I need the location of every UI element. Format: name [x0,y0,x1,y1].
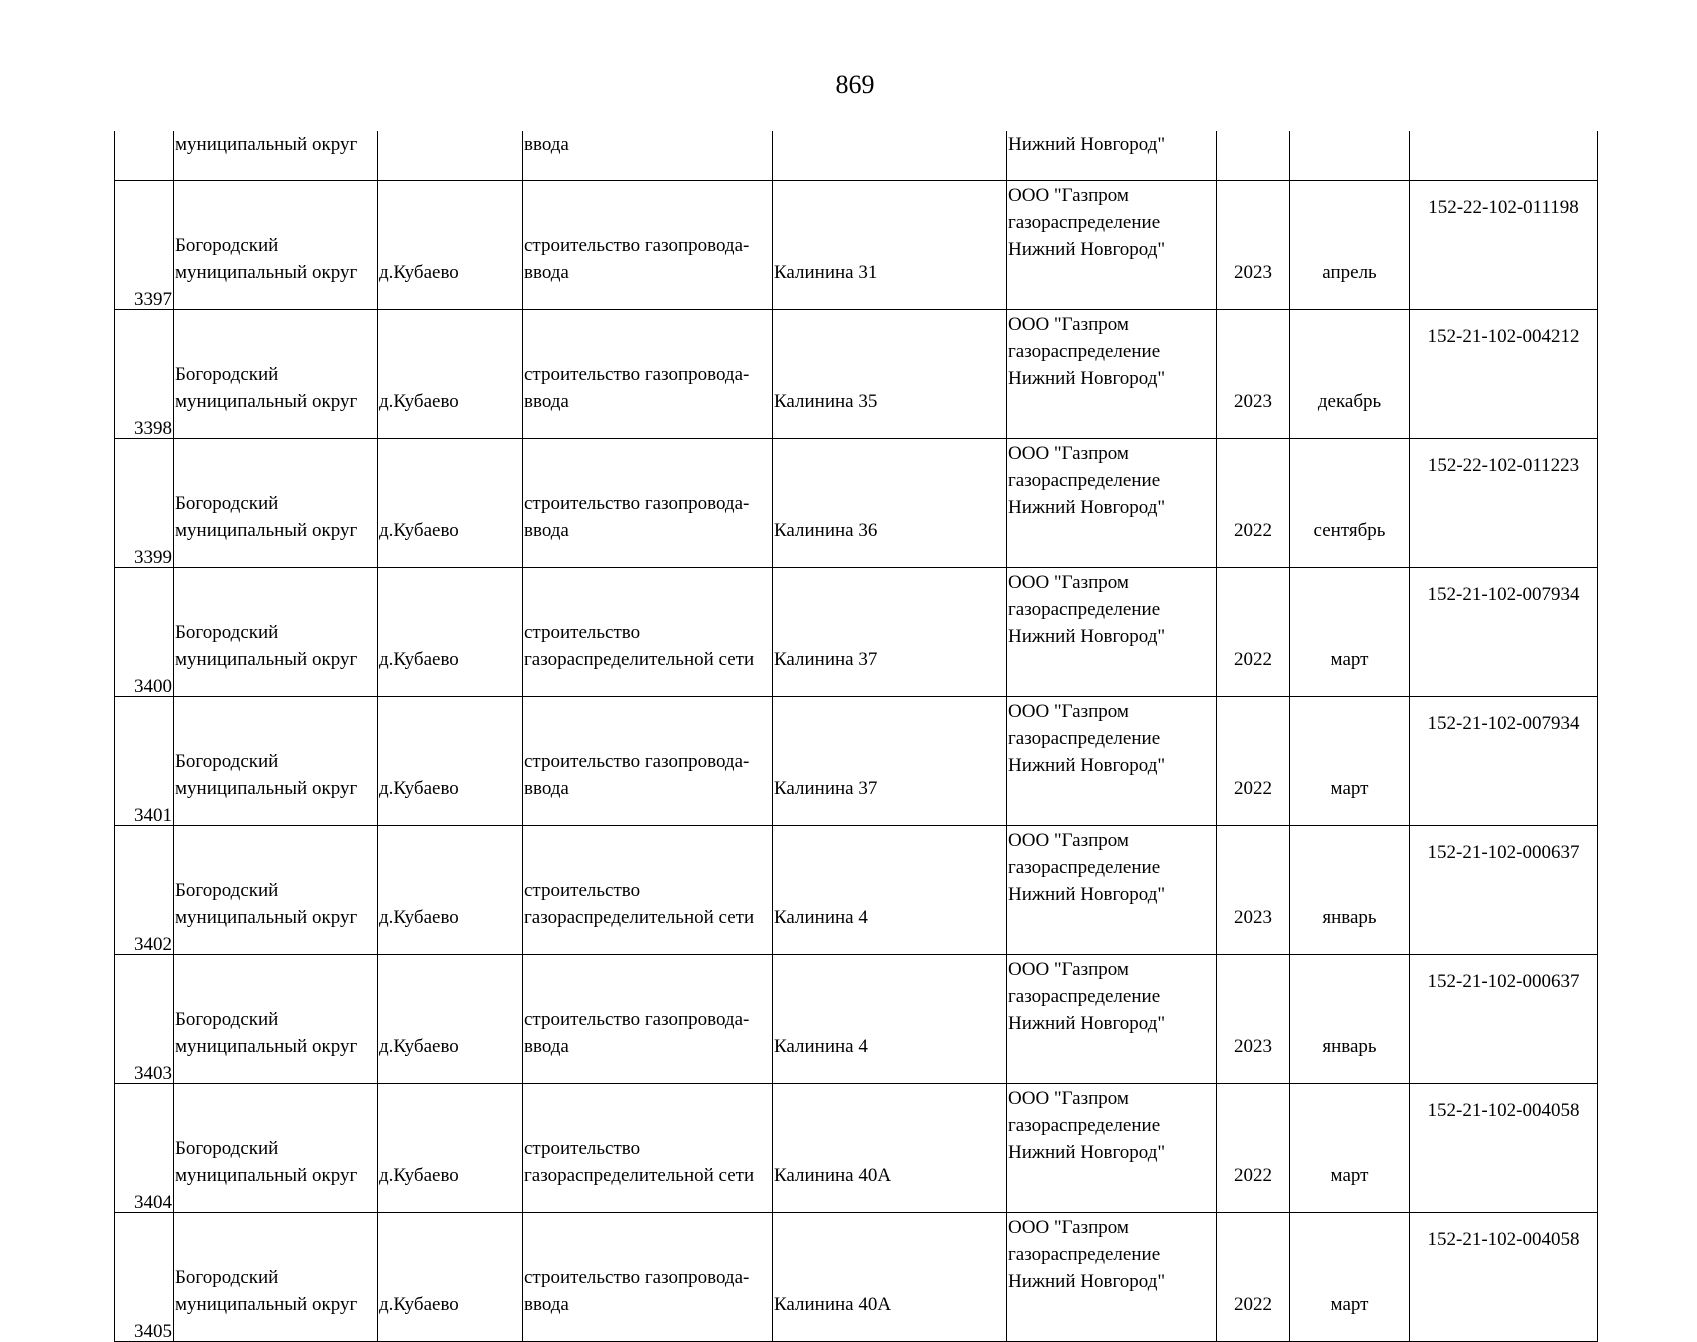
cell-month [1290,955,1410,1084]
cell-org: Нижний Новгород" [1007,131,1217,181]
row-number: 3397 [134,289,172,310]
address: Калинина 40А [774,1294,892,1315]
org-line: ООО "Газпром [1008,185,1129,206]
month: март [1330,1165,1369,1186]
cell-code [1410,697,1598,826]
month: декабрь [1317,391,1382,412]
address: Калинина 37 [774,649,878,670]
cell-org [1007,826,1217,955]
org-line: газораспределение [1008,728,1161,749]
work-line: строительство газопровода- [524,364,750,385]
cell-locality [378,955,523,1084]
address: Калинина 37 [774,778,878,799]
locality: д.Кубаево [379,1165,459,1186]
work-line: строительство газопровода- [524,493,750,514]
org-line: газораспределение [1008,341,1161,362]
cell-code [1410,310,1598,439]
month: сентябрь [1313,520,1386,541]
district-line: Богородский [175,364,279,385]
work-line: ввода [524,262,569,283]
cell-org [1007,568,1217,697]
locality: д.Кубаево [379,907,459,928]
cell-district [174,826,378,955]
row-number: 3403 [134,1063,172,1084]
cell-code [1410,826,1598,955]
table-row-continuation [115,131,1598,181]
month: апрель [1322,262,1377,283]
cell-district [174,1084,378,1213]
cell-org [1007,310,1217,439]
cell-month [1290,131,1410,181]
row-number: 3400 [134,676,172,697]
cell-code [1410,1213,1598,1342]
cell-locality [378,826,523,955]
registry-table [114,131,1598,1342]
cell-address [773,439,1007,568]
work-line: строительство газопровода- [524,1009,750,1030]
district-line: муниципальный округ [175,1294,358,1315]
year: 2022 [1234,649,1272,670]
cell-address [773,955,1007,1084]
year: 2022 [1234,778,1272,799]
cell-num [115,181,174,310]
code: 152-21-102-004058 [1427,1229,1580,1250]
cell-code [1410,439,1598,568]
cell-year [1217,310,1290,439]
org-line: ООО "Газпром [1008,572,1129,593]
work-line: строительство [524,1138,641,1159]
cell-code [1410,1084,1598,1213]
district-line: Богородский [175,751,279,772]
cell-work [523,826,773,955]
cell-year [1217,181,1290,310]
code: 152-21-102-000637 [1427,971,1580,992]
district-line: муниципальный округ [175,907,358,928]
cell-month [1290,1084,1410,1213]
cell-num [115,568,174,697]
cell-district [174,439,378,568]
cell-year [1217,955,1290,1084]
cell-work [523,1213,773,1342]
table-row [115,955,1598,1084]
table-row [115,1084,1598,1213]
cell-org [1007,1213,1217,1342]
cell-org [1007,439,1217,568]
org-line: ООО "Газпром [1008,959,1129,980]
org-line: Нижний Новгород" [1008,368,1166,389]
cell-year [1217,1084,1290,1213]
cell-work [523,697,773,826]
table-row [115,181,1598,310]
work-line: строительство [524,880,641,901]
org-line: ООО "Газпром [1008,1217,1129,1238]
year: 2023 [1234,907,1272,928]
cell-org [1007,181,1217,310]
org-line: Нижний Новгород" [1008,1013,1166,1034]
cell-address [773,697,1007,826]
work-line: строительство газопровода- [524,1267,750,1288]
year: 2023 [1234,391,1272,412]
table-row [115,697,1598,826]
district-line: Богородский [175,235,279,256]
cell-year [1217,826,1290,955]
cell-address [773,1213,1007,1342]
org-line: ООО "Газпром [1008,443,1129,464]
cell-year [1217,1213,1290,1342]
year: 2023 [1234,262,1272,283]
row-number: 3404 [134,1192,172,1213]
cell-work [523,439,773,568]
cell-num [115,697,174,826]
org-line: газораспределение [1008,857,1161,878]
cell-org [1007,697,1217,826]
cell-month [1290,568,1410,697]
table-row [115,1213,1598,1342]
cell-address [773,310,1007,439]
cell-year [1217,697,1290,826]
month: март [1330,1294,1369,1315]
org-line: Нижний Новгород" [1008,497,1166,518]
cell-month [1290,310,1410,439]
address: Калинина 4 [774,907,868,928]
cell-address [773,1084,1007,1213]
work-line: строительство [524,622,641,643]
org-line: газораспределение [1008,212,1161,233]
org-line: газораспределение [1008,470,1161,491]
cell-num [115,131,174,181]
work-line: строительство газопровода- [524,751,750,772]
locality: д.Кубаево [379,262,459,283]
table-row [115,826,1598,955]
district-line: муниципальный округ [175,262,358,283]
district-line: муниципальный округ [175,1036,358,1057]
cell-year [1217,439,1290,568]
address: Калинина 35 [774,391,878,412]
code: 152-21-102-007934 [1427,713,1580,734]
district-line: муниципальный округ [175,649,358,670]
cell-num [115,1084,174,1213]
cell-num [115,1213,174,1342]
work-line: газораспределительной сети [524,1165,755,1186]
work-line: ввода [524,1294,569,1315]
org-line: Нижний Новгород" [1008,755,1166,776]
cell-year [1217,568,1290,697]
cell-locality [378,568,523,697]
work-line: газораспределительной сети [524,649,755,670]
code: 152-21-102-000637 [1427,842,1580,863]
cell-address [773,568,1007,697]
org-line: газораспределение [1008,1115,1161,1136]
address: Калинина 40А [774,1165,892,1186]
year: 2023 [1234,1036,1272,1057]
cell-num [115,826,174,955]
cell-locality [378,1213,523,1342]
row-number: 3405 [134,1321,172,1342]
cell-num [115,955,174,1084]
cell-month [1290,181,1410,310]
cell-district: муниципальный округ [174,131,378,181]
org-line: ООО "Газпром [1008,314,1129,335]
cell-num [115,439,174,568]
district-line: Богородский [175,1009,279,1030]
code: 152-21-102-004212 [1427,326,1580,347]
address: Калинина 4 [774,1036,868,1057]
month: январь [1322,1036,1377,1057]
cell-work [523,568,773,697]
cell-code [1410,181,1598,310]
row-number: 3399 [134,547,172,568]
code: 152-22-102-011223 [1427,455,1580,476]
cell-month [1290,826,1410,955]
cell-code [1410,955,1598,1084]
org-line: ООО "Газпром [1008,830,1129,851]
cell-locality [378,181,523,310]
locality: д.Кубаево [379,778,459,799]
org-line: газораспределение [1008,986,1161,1007]
cell-month [1290,1213,1410,1342]
year: 2022 [1234,520,1272,541]
cell-work [523,1084,773,1213]
org-line: Нижний Новгород" [1008,1271,1166,1292]
address: Калинина 36 [774,520,878,541]
cell-locality [378,439,523,568]
district-line: муниципальный округ [175,520,358,541]
cell-work: ввода [523,131,773,181]
org-line: Нижний Новгород" [1008,239,1166,260]
work-line: строительство газопровода- [524,235,750,256]
cell-year [1217,131,1290,181]
cell-district [174,181,378,310]
month: март [1330,778,1369,799]
year: 2022 [1234,1165,1272,1186]
code: 152-22-102-011198 [1428,197,1579,218]
work-line: ввода [524,520,569,541]
cell-org [1007,1084,1217,1213]
cell-locality [378,131,523,181]
locality: д.Кубаево [379,1294,459,1315]
month: январь [1322,907,1377,928]
org-line: ООО "Газпром [1008,1088,1129,1109]
org-line: ООО "Газпром [1008,701,1129,722]
work-line: газораспределительной сети [524,907,755,928]
address: Калинина 31 [774,262,878,283]
cell-locality [378,1084,523,1213]
cell-district [174,310,378,439]
cell-address [773,181,1007,310]
locality: д.Кубаево [379,1036,459,1057]
district-line: муниципальный округ [175,1165,358,1186]
cell-district [174,1213,378,1342]
code: 152-21-102-004058 [1427,1100,1580,1121]
district-line: муниципальный округ [175,391,358,412]
cell-code [1410,568,1598,697]
page-number: 869 [835,70,875,99]
cell-month [1290,439,1410,568]
cell-work [523,310,773,439]
cell-work [523,181,773,310]
cell-district [174,568,378,697]
locality: д.Кубаево [379,391,459,412]
org-line: Нижний Новгород" [1008,1142,1166,1163]
org-line: Нижний Новгород" [1008,626,1166,647]
cell-address [773,131,1007,181]
cell-locality [378,310,523,439]
district-line: Богородский [175,880,279,901]
code: 152-21-102-007934 [1427,584,1580,605]
cell-district [174,955,378,1084]
cell-month [1290,697,1410,826]
locality: д.Кубаево [379,649,459,670]
row-number: 3401 [134,805,172,826]
org-line: газораспределение [1008,1244,1161,1265]
work-line: ввода [524,1036,569,1057]
district-line: муниципальный округ [175,778,358,799]
district-line: Богородский [175,1138,279,1159]
month: март [1330,649,1369,670]
district-line: Богородский [175,493,279,514]
work-line: ввода [524,391,569,412]
cell-locality [378,697,523,826]
cell-work [523,955,773,1084]
table-row [115,310,1598,439]
cell-num [115,310,174,439]
district-line: Богородский [175,622,279,643]
locality: д.Кубаево [379,520,459,541]
cell-district [174,697,378,826]
table-row [115,568,1598,697]
year: 2022 [1234,1294,1272,1315]
row-number: 3398 [134,418,172,439]
org-line: газораспределение [1008,599,1161,620]
cell-address [773,826,1007,955]
cell-code [1410,131,1598,181]
work-line: ввода [524,778,569,799]
district-line: Богородский [175,1267,279,1288]
org-line: Нижний Новгород" [1008,884,1166,905]
row-number: 3402 [134,934,172,955]
cell-org [1007,955,1217,1084]
table-row [115,439,1598,568]
